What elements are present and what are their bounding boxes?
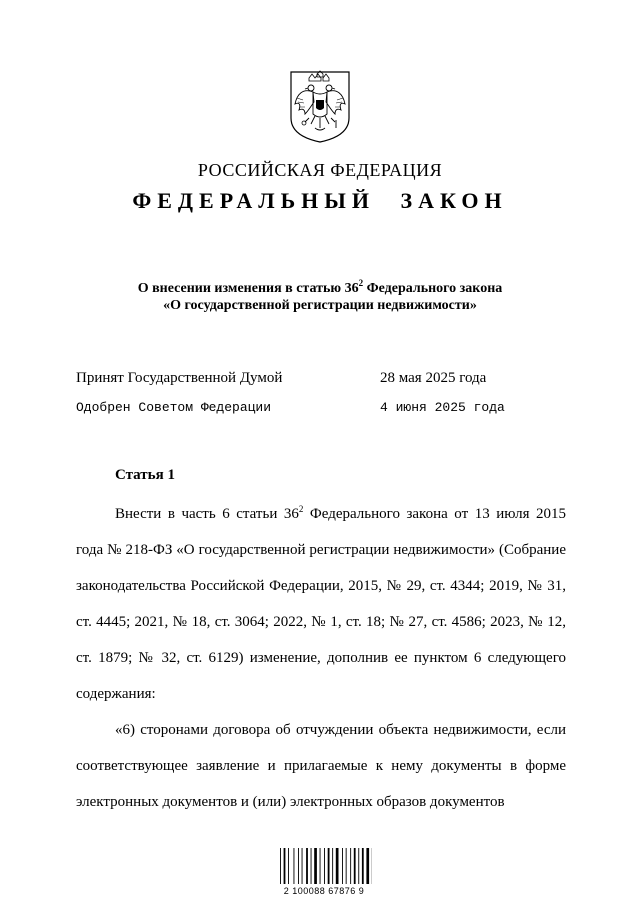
law-type-heading: ФЕДЕРАЛЬНЫЙ ЗАКОН xyxy=(132,188,508,213)
barcode-bar xyxy=(314,848,317,884)
barcode-bar xyxy=(280,848,281,884)
barcode-bar xyxy=(288,848,289,884)
barcode-number: 2 100088 67876 9 xyxy=(283,886,365,896)
barcode-bar xyxy=(294,848,295,884)
barcode-bar xyxy=(311,848,312,884)
barcode xyxy=(280,848,372,884)
council-approval-date: 4 июня 2025 года xyxy=(380,400,505,415)
law-title-line-2: «О государственной регистрации недвижимости» xyxy=(163,298,477,313)
barcode-bar xyxy=(320,848,321,884)
barcode-bar xyxy=(324,848,325,884)
coat-of-arms-emblem xyxy=(287,70,353,144)
council-approval-label: Одобрен Советом Федерации xyxy=(76,400,272,415)
barcode-bar xyxy=(358,848,359,884)
barcode-bar xyxy=(332,848,333,884)
duma-adoption-label: Принят Государственной Думой xyxy=(76,370,283,386)
barcode-bar xyxy=(298,848,299,884)
barcode-bar xyxy=(366,848,369,884)
article-body xyxy=(76,496,566,820)
law-title-line-1: О внесении изменения в статью $36^2$ Федерального закона xyxy=(137,278,503,296)
barcode-bar xyxy=(328,848,330,884)
barcode-bar xyxy=(342,848,343,884)
barcode-bar xyxy=(346,848,347,884)
barcode-bar xyxy=(336,848,339,884)
barcode-bar xyxy=(284,848,286,884)
article-paragraph-2: «6) сторонами договора об отчуждении объекта недвижимости, если соответствующее заявление и прилагаемые к нему документы в форме электронных документов и (или) электронных образов документов xyxy=(76,722,566,810)
article-paragraph-1: Внести в часть 6 статьи $36^2$ Федерального закона от 13 июля 2015 года № 218-ФЗ «О государственной регистрации недвижимости» (Собрание законодательства Российской Федерации, 2015, № 29, ст. 4344; 2019, № 31, ст. 4445; 2021, № 18, ст. 3064; 2022, № 1, ст. 18; № 27, ст. 4586; 2023, № 12, ст. 1879; № 32, ст. 6129) изменение, дополнив ее пунктом 6 следующего содержания: xyxy=(76,504,566,702)
barcode-bar xyxy=(306,848,308,884)
barcode-bar xyxy=(362,848,364,884)
barcode-bar xyxy=(350,848,351,884)
article-heading: Статья 1 xyxy=(115,467,175,483)
country-heading: РОССИЙСКАЯ ФЕДЕРАЦИЯ xyxy=(197,160,443,180)
barcode-bar xyxy=(302,848,303,884)
law-title xyxy=(0,280,640,314)
barcode-bar xyxy=(354,848,356,884)
duma-adoption-date: 28 мая 2025 года xyxy=(380,370,487,386)
